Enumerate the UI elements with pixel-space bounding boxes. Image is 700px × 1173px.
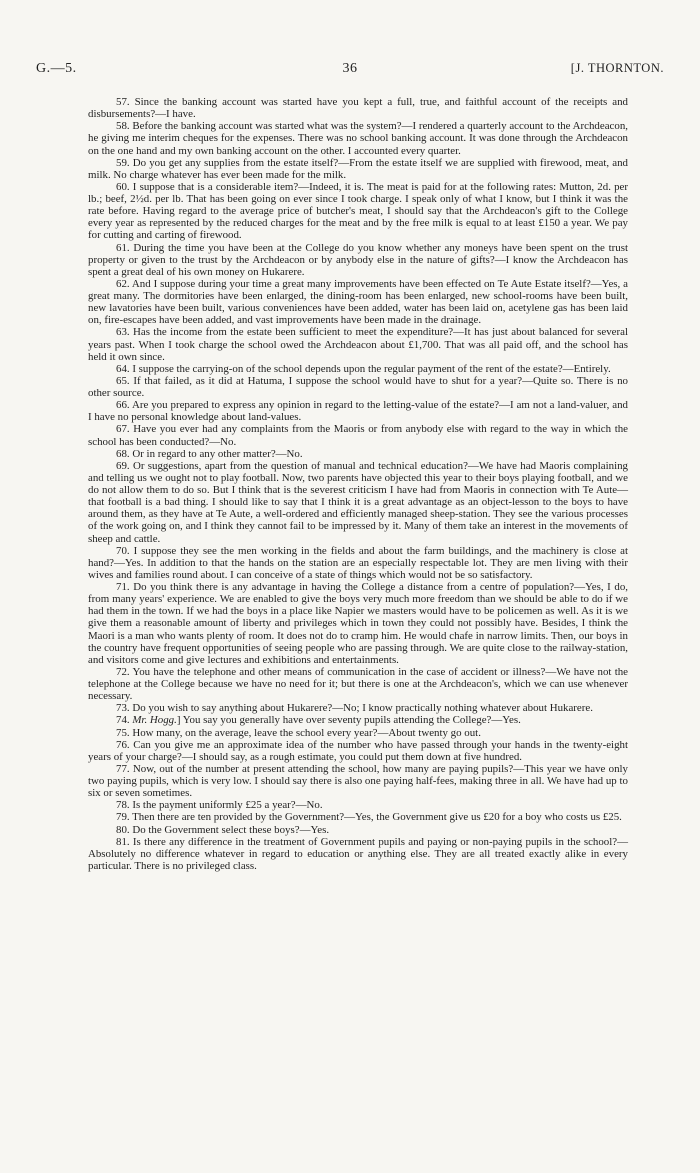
question-paragraph [88,824,628,836]
paragraph-text: 63. Has the income from the estate been sufficient to meet the expenditure?—It has just about balanced for several years past. When I took charge the school owed the Archdeacon about £1,700. That was all paid off, and the school has held it own since. [88,326,628,363]
document-reference: G.—5. [36,61,77,76]
speaker-name: Mr. Hogg. [132,714,177,727]
question-paragraph [88,120,628,156]
question-paragraph [88,545,628,581]
paragraph-text: 58. Before the banking account was started what was the system?—I rendered a quarterly account to the Archdeacon, he giving me interim cheques for the expenses. There was no school banking account. It was done through the Archdeacon on the one hand and my own banking account on the other. I accounted every quarter. [88,120,628,157]
paragraph-text: ] You say you generally have over seventy pupils attending the College?—Yes. [176,714,521,727]
paragraph-text: 57. Since the banking account was started have you kept a full, true, and faithful account of the receipts and disbursements?—I have. [88,96,628,121]
question-paragraph [88,157,628,181]
question-paragraph [88,460,628,545]
question-paragraph [88,326,628,362]
paragraph-text: 76. Can you give me an approximate idea of the number who have passed through your hands in the twenty-eight years of your charge?—I should say, as a rough estimate, you could put them down at five hundred. [88,738,628,763]
question-paragraph [88,836,628,872]
question-paragraph [88,448,628,460]
question-paragraph [88,739,628,763]
paragraph-text: 60. I suppose that is a considerable item?—Indeed, it is. The meat is paid for at the following rates: Mutton, 2d. per lb.; beef, 2½d. per lb. That has been going on ever since I took charge. I speak only of what I know, but I think it was the rate before. Having regard to the average price of butcher's meat, I should say that the Archdeacon's gift to the College every year as represented by the reduced charges for the meat and by the free milk is equal to at least £150 a year. We pay for cutting and carting of firewood. [88,180,628,242]
paragraph-text: 66. Are you prepared to express any opinion in regard to the letting-value of the estate?—I am not a land-valuer, and I have no personal knowledge about land-values. [88,399,628,424]
question-paragraph [88,399,628,423]
question-paragraph [88,666,628,702]
paragraph-text: 81. Is there any difference in the treatment of Government pupils and paying or non-paying pupils in the school?—Absolutely no difference whatever in regard to education or anything else. They are all treated exactly alike in every particular. There is no privileged class. [88,835,628,872]
running-header [36,61,664,81]
witness-name: [J. THORNTON. [570,61,664,75]
question-paragraph [88,581,628,666]
page-number: 36 [342,61,358,76]
paragraph-text: 75. How many, on the average, leave the school every year?—About twenty go out. [116,726,481,739]
paragraph-text: 61. During the time you have been at the College do you know whether any moneys have been spent on the trust property or given to the trust by the Archdeacon or by anybody else in the nature of gifts?—I know the Archdeacon has spent a great deal of his own money on Hukarere. [88,241,628,278]
paragraph-text: 72. You have the telephone and other means of communication in the case of accident or illness?—We have not the telephone at the College because we have no need for it; but there is one at the Archdeacon's, which we can use whenever necessary. [88,665,628,703]
paragraph-text: 65. If that failed, as it did at Hatuma, I suppose the school would have to shut for a year?—Quite so. There is no other source. [88,374,628,399]
question-number: 74. [116,714,133,727]
paragraph-text: 73. Do you wish to say anything about Hukarere?—No; I know practically nothing whatever about Hukarere. [116,702,593,715]
paragraph-text: 71. Do you think there is any advantage in having the College a distance from a centre of population?—Yes, I do, from many years' experience. We are enabled to give the boys very much more freedom than we should be able to do if we had them in the town. If we had the boys in a place like Napier we masters would have to be policemen as well. As it is we give them a reasonable amount of liberty and privileges which in town they could not possibly have. Besides, I think the Maori is a man who wants plenty of room. It does not do to cramp him. He would chafe in narrow limits. Then, our boys in the country have frequent opportunities of seeing people who are passing through. We are quite close to the railway-station, and visitors come and give lectures and exhibitions and entertainments. [88,581,628,666]
paragraph-text: 70. I suppose they see the men working in the fields and about the farm buildings, and the machinery is close at hand?—Yes. In addition to that the hands on the station are an especially respectable lot. They are men living with their wives and families round about. I can conceive of a state of things which would not be so satisfactory. [88,544,628,581]
question-paragraph [88,375,628,399]
question-paragraph [88,714,628,726]
paragraph-text: 68. Or in regard to any other matter?—No. [116,447,303,460]
paragraph-text: 62. And I suppose during your time a great many improvements have been effected on Te Aute Estate itself?—Yes, a great many. The dormitories have been enlarged, the dining-room has been enlarged, new school-rooms have been built, new lavatories have been built, various conveniences have been added, water has been laid on, acetylene gas has been laid on, fire-escapes have been added, and vast improvements have been made in the drainage. [88,277,628,327]
question-paragraph [88,799,628,811]
paragraph-text: 80. Do the Government select these boys?—Yes. [116,823,330,836]
paragraph-text: 69. Or suggestions, apart from the question of manual and technical education?—We have had Maoris complaining and telling us we ought not to play football. Now, two parents have objected this year to their boys playing football, and we do not allow them to do so. But I think that is the severest criticism I have had from Maoris in connection with Te Aute—that football is a bad thing. I should like to say that I think it is a great advantage as an object-lesson to the boys to have around them, as they have at Te Aute, a well-ordered and efficiently managed sheep-station. They see the various processes of the work going on, and I think they cannot fail to be impressed by it. Many of them take an interest in the movements of sheep and cattle. [88,459,628,545]
question-paragraph [88,727,628,739]
question-paragraph [88,96,628,120]
paragraph-text: 78. Is the payment uniformly £25 a year?—No. [116,799,323,812]
question-paragraph [88,763,628,799]
paragraph-text: 67. Have you ever had any complaints from the Maoris or from anybody else with regard to the way in which the school has been conducted?—No. [88,423,628,448]
question-paragraph [88,423,628,447]
question-paragraph [88,278,628,327]
evidence-text [88,96,628,872]
paragraph-text: 64. I suppose the carrying-on of the school depends upon the regular payment of the rent of the estate?—Entirely. [116,362,611,375]
question-paragraph [88,811,628,823]
paragraph-text: 79. Then there are ten provided by the Government?—Yes, the Government give us £20 for a boy who costs us £25. [116,811,622,824]
question-paragraph [88,363,628,375]
question-paragraph [88,181,628,242]
question-paragraph [88,702,628,714]
paragraph-text: 59. Do you get any supplies from the estate itself?—From the estate itself we are supplied with firewood, meat, and milk. No charge whatever has ever been made for the milk. [88,156,628,181]
question-paragraph [88,242,628,278]
paragraph-text: 77. Now, out of the number at present attending the school, how many are paying pupils?—This year we have only two paying pupils, which is very low. I should say there is also one paying half-fees, making three in all. We have had up to six or seven sometimes. [88,762,628,800]
